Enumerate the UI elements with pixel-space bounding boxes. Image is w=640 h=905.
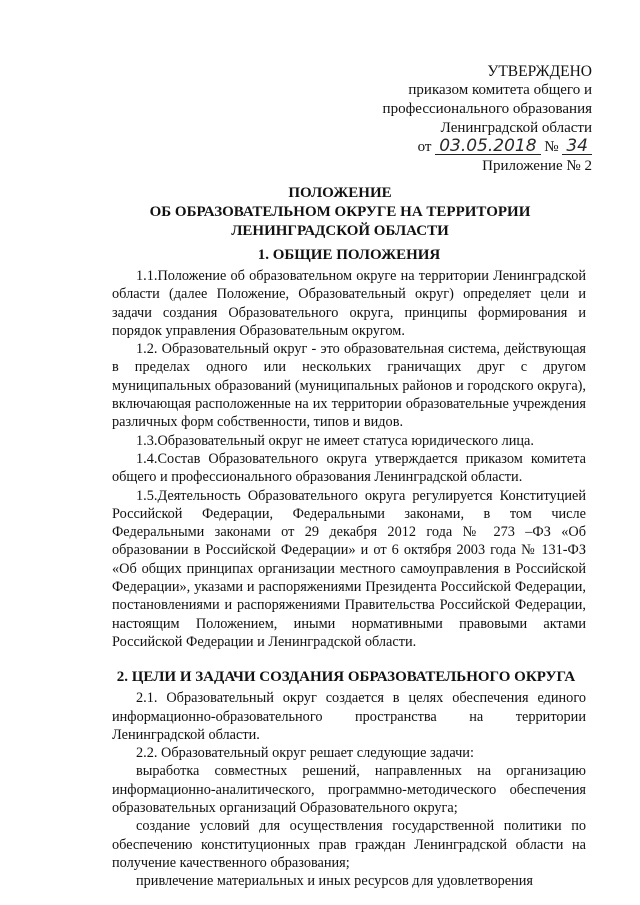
paragraph-2-task-1: выработка совместных решений, направленных на организацию информационно-аналитического, программно-методического обеспечения образовательных организаций Образовательного округа; xyxy=(112,763,586,817)
number-prefix: № xyxy=(544,139,559,155)
handwritten-date: 03.05.2018 xyxy=(435,138,540,155)
paragraph-1-3: 1.3.Образовательный округ не имеет статуса юридического лица. xyxy=(136,432,534,449)
title-line-3: ЛЕНИНГРАДСКОЙ ОБЛАСТИ xyxy=(231,223,449,239)
title-line-1: ПОЛОЖЕНИЕ xyxy=(288,185,392,201)
section-2-heading: 2. ЦЕЛИ И ЗАДАЧИ СОЗДАНИЯ ОБРАЗОВАТЕЛЬНОГО ОКРУГА xyxy=(116,669,576,686)
document-title xyxy=(60,184,620,241)
approval-heading: УТВЕРЖДЕНО xyxy=(487,63,592,80)
approval-date-line xyxy=(312,138,592,157)
approval-line-2: профессионального образования xyxy=(382,101,592,117)
paragraph-1-4: 1.4.Состав Образовательного округа утверждается приказом комитета общего и профессионального образования Ленинградской области. xyxy=(112,450,586,486)
section-1-heading: 1. ОБЩИЕ ПОЛОЖЕНИЯ xyxy=(257,247,441,263)
approval-line-3: Ленинградской области xyxy=(440,120,592,136)
paragraph-2-1: 2.1. Образовательный округ создается в целях обеспечения единого информационно-образовательного пространства на территории Ленинградской области. xyxy=(112,690,586,743)
date-prefix: от xyxy=(417,139,432,155)
paragraph-1-2: 1.2. Образовательный округ - это образовательная система, действующая в пределах одного или нескольких граничащих друг с другом муниципальных образований (муниципальных районов и городского округа), включающая расположенные на их территории образовательные учреждения различных форм собственности, типов и видов. xyxy=(112,341,586,431)
paragraph-1-5: 1.5.Деятельность Образовательного округа регулируется Конституцией Российской Федерации, Федеральными законами, в том числе Федеральными законами от 29 декабря 2012 года № 273 –ФЗ «Об образовании в Российской Федерации» и от 6 октября 2003 года № 131-ФЗ «Об общих принципах организации местного самоуправления в Российской Федерации», указами и распоряжениями Президента Российской Федерации, постановлениями и распоряжениями Правительства Российской Федерации, настоящим Положением, иными нормативными правовыми актами Российской Федерации и Ленинградской области. xyxy=(112,487,586,650)
paragraph-2-task-2: создание условий для осуществления государственной политики по обеспечению конституционных прав граждан Ленинградской области на получение качественного образования; xyxy=(112,818,586,871)
title-line-2: ОБ ОБРАЗОВАТЕЛЬНОМ ОКРУГЕ НА ТЕРРИТОРИИ xyxy=(149,204,531,220)
approval-block xyxy=(312,62,592,176)
approval-line-1: приказом комитета общего и xyxy=(408,82,592,98)
paragraph-2-2: 2.2. Образовательный округ решает следующие задачи: xyxy=(136,745,474,762)
appendix-label: Приложение № 2 xyxy=(482,158,592,174)
handwritten-number: 34 xyxy=(562,138,592,155)
paragraph-2-task-3: привлечение материальных и иных ресурсов для удовлетворения xyxy=(136,873,533,890)
document-body xyxy=(112,246,586,891)
paragraph-1-1: 1.1.Положение об образовательном округе на территории Ленинградской области (далее Положение, Образовательный округ) определяет цели и задачи создания Образовательного округа, принципы формирования и порядок управления Образовательным округом. xyxy=(112,268,586,339)
